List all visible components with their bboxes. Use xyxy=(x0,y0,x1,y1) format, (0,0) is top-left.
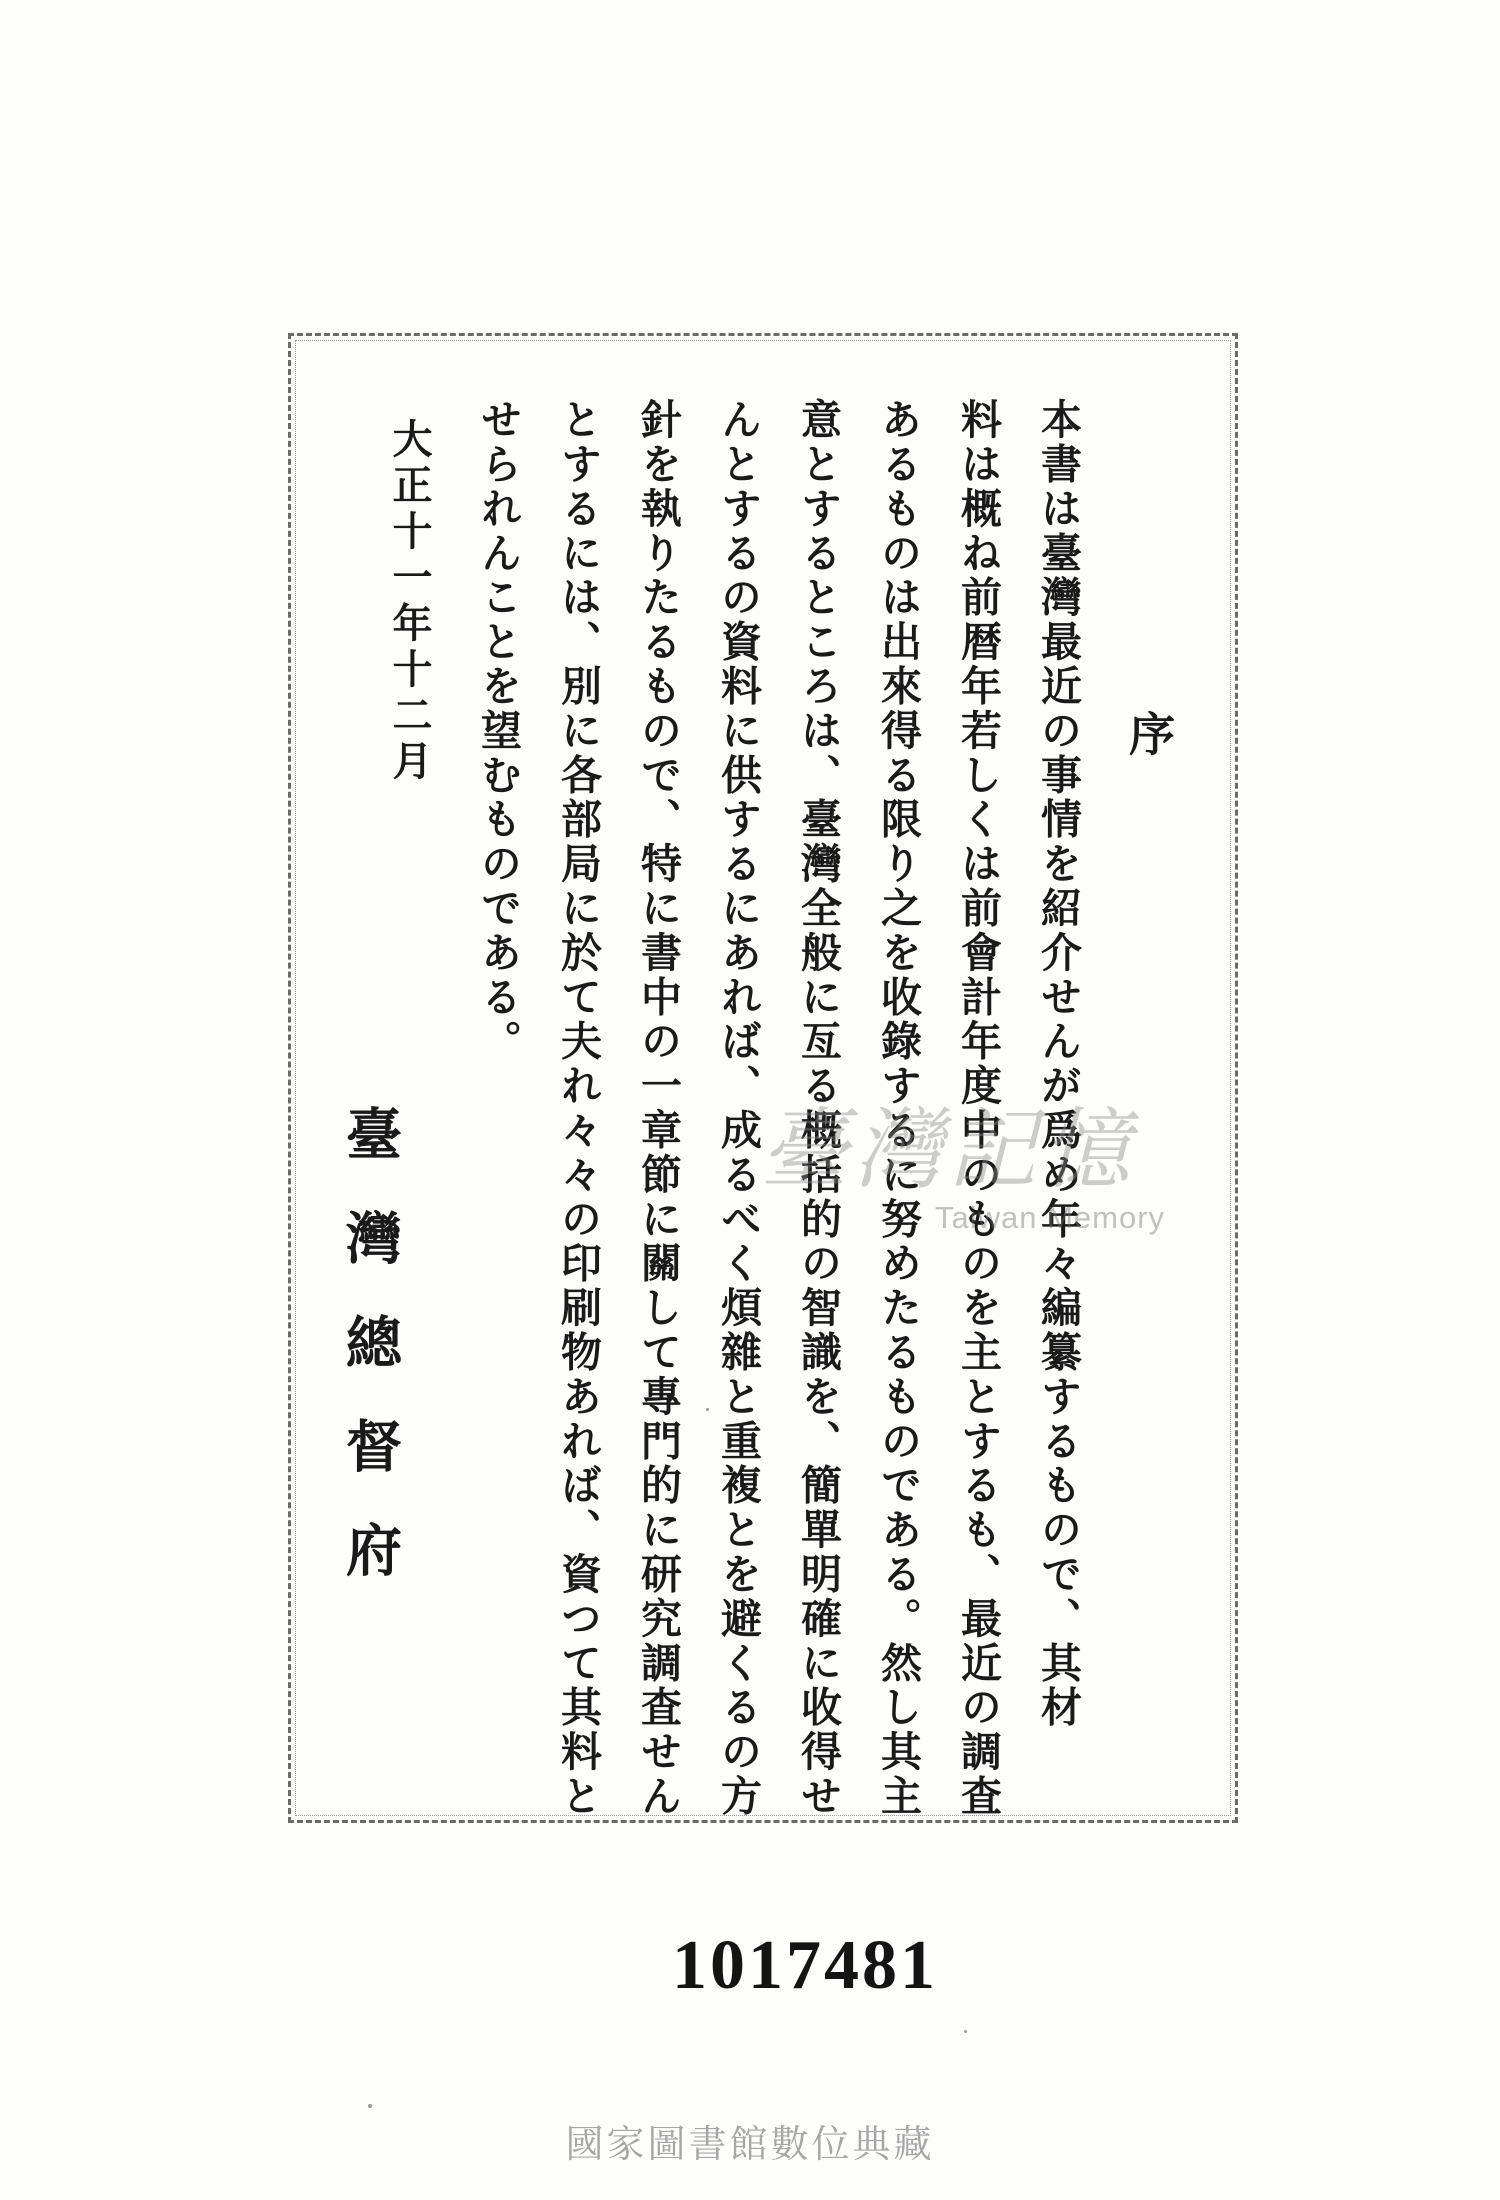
serial-number: 1017481 xyxy=(672,1927,938,2004)
scan-speck xyxy=(368,2104,372,2108)
scan-speck xyxy=(706,1408,709,1411)
preface-line-1: 本書は臺灣最近の事情を紹介せんが爲め年々編纂するもので、其材 xyxy=(1034,398,1082,1730)
watermark-text: 臺灣記憶 xyxy=(760,1098,1137,1201)
preface-line-7: とするには、別に各部局に於て夫れ々々の印刷物あれば、資つて其料と xyxy=(554,398,602,1819)
preface-line-3: あるものは出來得る限り之を收錄するに努めたるものである。然し其主 xyxy=(874,398,922,1819)
preface-date: 大正十一年十二月 xyxy=(386,418,433,786)
preface-line-5: んとするの資料に供するにあれば、成るべく煩雜と重複とを避くるの方 xyxy=(714,398,762,1819)
preface-line-6: 針を執りたるもので、特に書中の一章節に關して專門的に研究調査せん xyxy=(634,398,682,1819)
issuer-name: 臺灣總督府 xyxy=(337,1105,403,1625)
watermark-subtitle: Taiwan Memory xyxy=(935,1200,1166,1235)
scan-speck xyxy=(964,2030,967,2033)
preface-line-8: せられんことを望むものである。 xyxy=(474,398,522,1064)
preface-line-4: 意とするところは、臺灣全般に亙る概括的の智識を、簡單明確に收得せ xyxy=(794,398,842,1819)
preface-line-2: 料は概ね前暦年若しくは前會計年度中のものを主とするも、最近の調査 xyxy=(954,398,1002,1819)
preface-title: 序 xyxy=(1122,710,1176,756)
library-footer: 國家圖書館數位典藏 xyxy=(565,2122,935,2166)
